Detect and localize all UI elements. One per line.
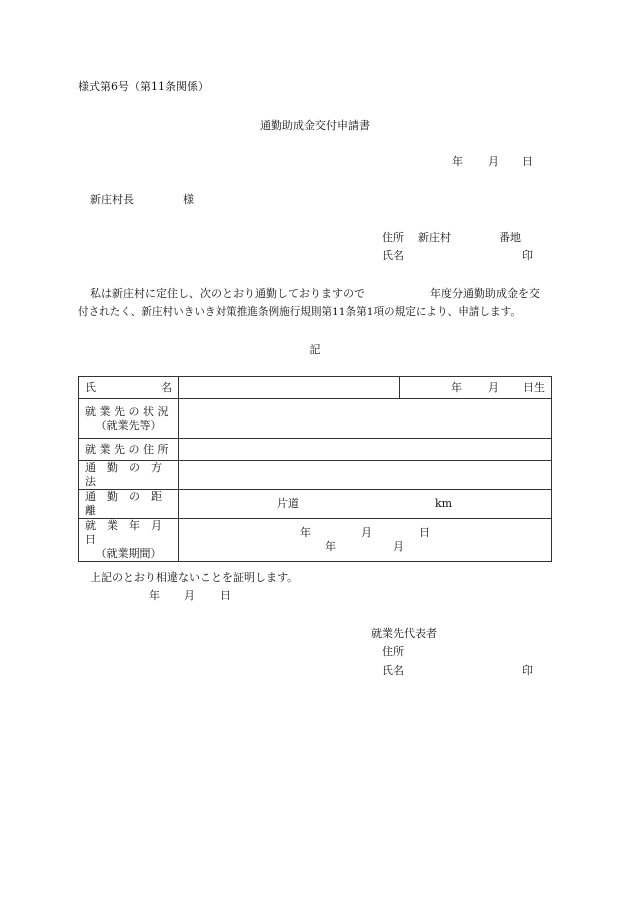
employment-date-sub: （就業期間） bbox=[95, 547, 162, 560]
certification-text: 上記のとおり相違ないことを証明します。 bbox=[90, 571, 299, 584]
date-month: 月 bbox=[488, 155, 499, 168]
birth-year: 年 bbox=[451, 380, 462, 394]
cert-date-year: 年 bbox=[149, 589, 160, 602]
date-year: 年 bbox=[452, 155, 463, 168]
body-text-line1-b: 年度分通勤助成金を交 bbox=[430, 287, 540, 300]
representative-seal: 印 bbox=[522, 664, 533, 677]
applicant-seal: 印 bbox=[522, 249, 533, 262]
body-text-line2: 付されたく、新庄村いきいき対策推進条例施行規則第11条第1項の規定により、申請します。 bbox=[78, 306, 521, 318]
employer-address-label: 就 業 先 の 住 所 bbox=[85, 442, 169, 456]
body-text-line1-a: 私は新庄村に定住し、次のとおり通勤しておりますので bbox=[90, 287, 365, 300]
employment-date-label: 就 業 年 月 日 bbox=[85, 519, 173, 546]
cert-date-day: 日 bbox=[220, 589, 231, 602]
period-month: 月 bbox=[393, 540, 404, 553]
birth-month: 月 bbox=[488, 380, 499, 394]
ki-heading: 記 bbox=[309, 343, 321, 356]
application-table bbox=[78, 376, 552, 562]
form-number: 様式第6号（第11条関係） bbox=[78, 80, 209, 93]
commute-distance-label: 通 勤 の 距 離 bbox=[85, 490, 173, 517]
commute-distance-label-cell bbox=[79, 490, 179, 519]
cert-date-month: 月 bbox=[184, 589, 195, 602]
applicant-banchi: 番地 bbox=[499, 231, 521, 244]
name-label-cell bbox=[79, 377, 179, 399]
addressee-name: 新庄村長 bbox=[90, 193, 134, 206]
table-row-employment-status bbox=[79, 399, 552, 439]
table-row-commute-distance bbox=[79, 490, 552, 519]
employment-status-label-cell bbox=[79, 399, 179, 439]
commute-one-way: 片道 bbox=[277, 497, 299, 510]
representative-label: 就業先代表者 bbox=[371, 627, 437, 640]
document-title: 通勤助成金交付申請書 bbox=[260, 119, 370, 132]
birth-day: 日生 bbox=[523, 380, 545, 394]
representative-address-label: 住所 bbox=[382, 645, 404, 658]
employment-date-value-cell[interactable] bbox=[179, 519, 552, 562]
name-value-cell[interactable] bbox=[179, 377, 400, 399]
commute-method-value-cell[interactable] bbox=[179, 461, 552, 490]
commute-method-label-cell bbox=[79, 461, 179, 490]
representative-name-label: 氏名 bbox=[382, 664, 404, 677]
employment-day: 日 bbox=[419, 526, 430, 539]
employment-year: 年 bbox=[300, 526, 311, 539]
applicant-name-label: 氏名 bbox=[382, 249, 404, 262]
commute-distance-value-cell[interactable] bbox=[179, 490, 552, 519]
employer-address-value-cell[interactable] bbox=[179, 439, 552, 461]
employment-status-sub: （就業先等） bbox=[95, 418, 162, 432]
employer-address-label-cell bbox=[79, 439, 179, 461]
applicant-village: 新庄村 bbox=[418, 231, 451, 244]
table-row-employer-address bbox=[79, 439, 552, 461]
employment-month: 月 bbox=[361, 526, 372, 539]
period-year: 年 bbox=[325, 540, 336, 553]
name-label-b: 名 bbox=[161, 380, 172, 394]
birthdate-cell[interactable] bbox=[400, 377, 552, 399]
employment-date-label-cell bbox=[79, 519, 179, 562]
date-day: 日 bbox=[522, 155, 533, 168]
table-row-name bbox=[79, 377, 552, 399]
employment-status-label: 就 業 先 の 状 況 bbox=[85, 404, 169, 418]
table-row-employment-date bbox=[79, 519, 552, 562]
applicant-address-label: 住所 bbox=[382, 231, 404, 244]
table-row-commute-method bbox=[79, 461, 552, 490]
addressee-honorific: 様 bbox=[183, 193, 194, 206]
employment-status-value-cell[interactable] bbox=[179, 399, 552, 439]
name-label-a: 氏 bbox=[85, 380, 96, 394]
commute-km-unit: km bbox=[435, 497, 453, 510]
commute-method-label: 通 勤 の 方 法 bbox=[85, 461, 173, 488]
